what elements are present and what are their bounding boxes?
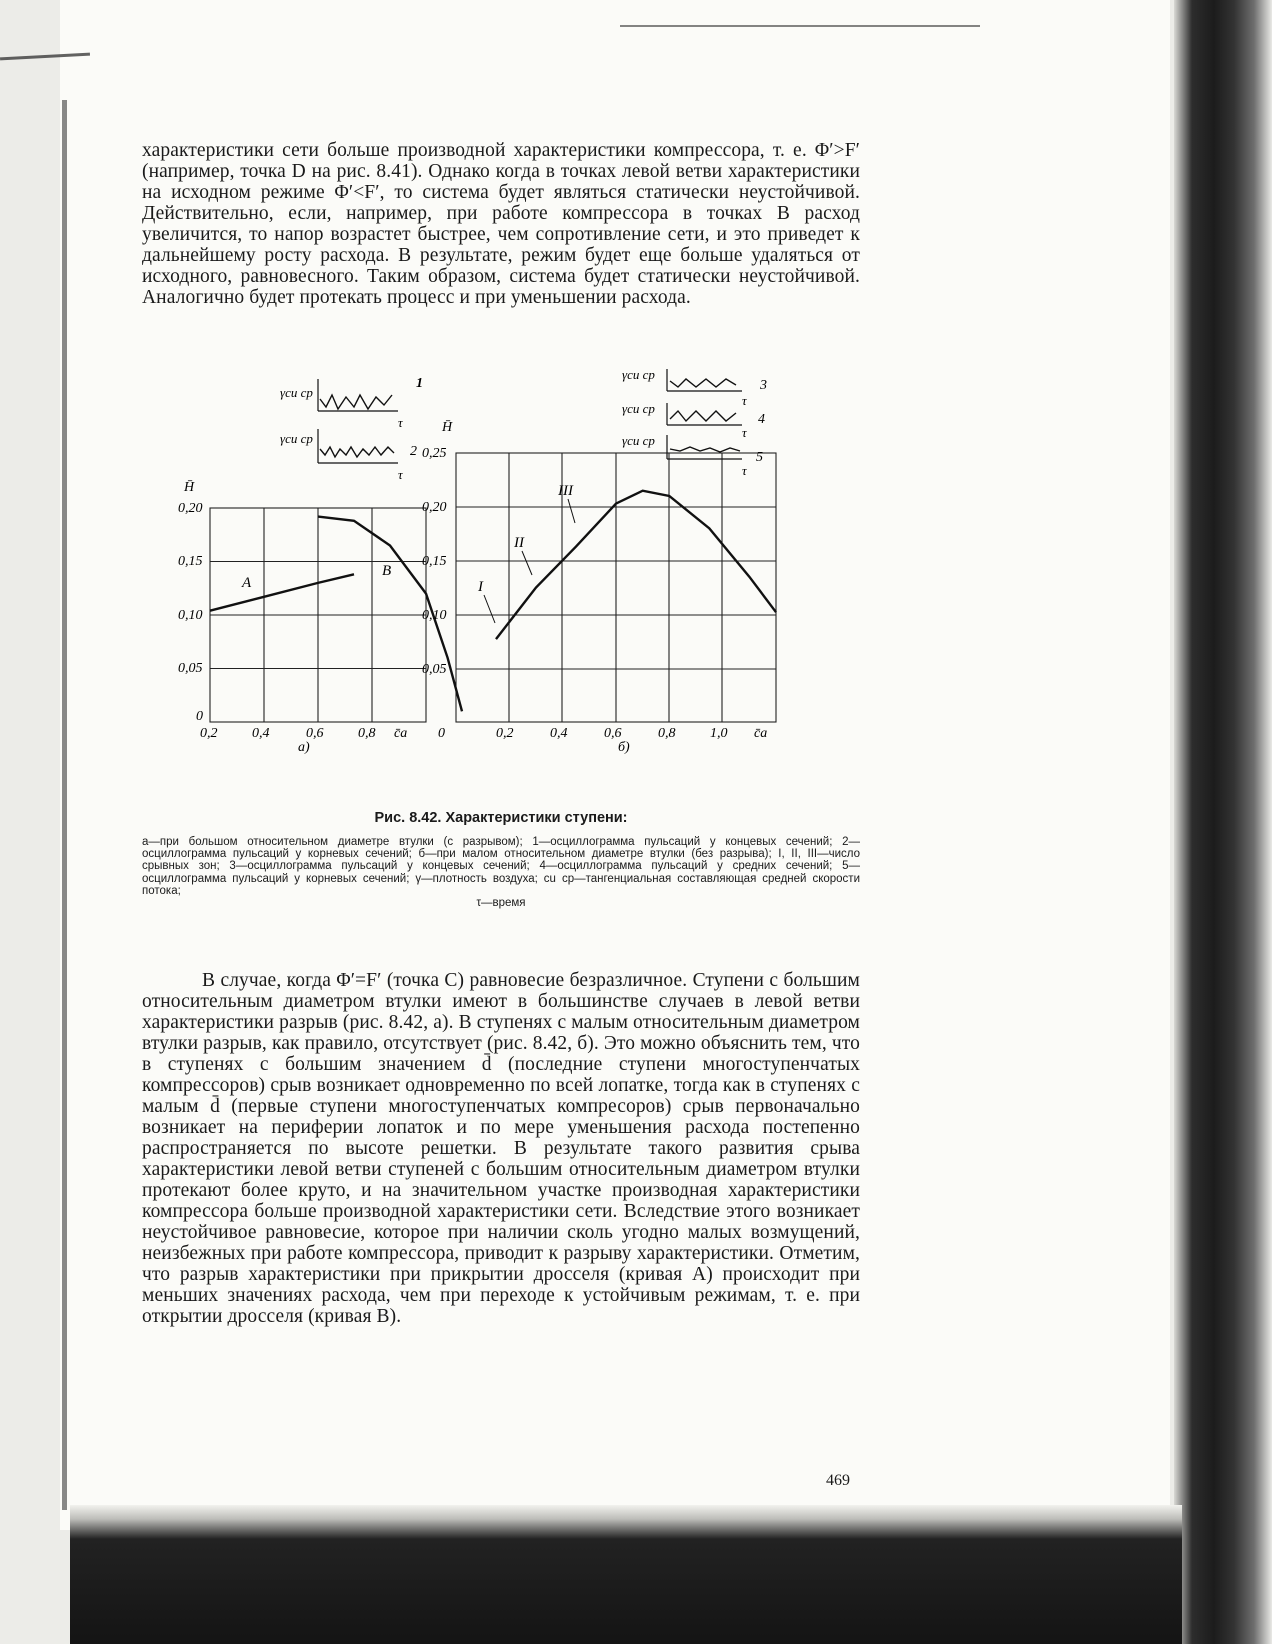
osc-1-label: γcu ср: [280, 385, 313, 400]
panel-b-label: б): [618, 740, 630, 755]
panel-b-xtick: 0,4: [550, 726, 568, 741]
panel-a-ylabel: H̄: [184, 480, 195, 495]
panel-a-ytick: 0: [196, 709, 203, 724]
panel-a-ytick: 0,05: [178, 661, 203, 676]
panel-a-ytick: 0,10: [178, 608, 203, 623]
osc-2-number: 2: [410, 444, 417, 459]
panel-b-grid: [456, 453, 776, 722]
scan-right-shadow: [1174, 0, 1272, 1644]
panel-a-label: а): [298, 740, 310, 755]
osc-3-label: γcu ср: [622, 367, 655, 382]
panel-b-xtick: 0,6: [604, 726, 622, 741]
paragraph-bottom: [142, 970, 860, 1327]
osc-2-axis: τ: [398, 467, 403, 482]
osc-5-label: γcu ср: [622, 433, 655, 448]
panel-b-ytick: 0,20: [422, 500, 447, 515]
panel-b-xtick: 0,2: [496, 726, 514, 741]
figure-caption-legend-last: τ—время: [476, 897, 526, 910]
osc-2-label: γcu ср: [280, 431, 313, 446]
panel-b-ytick: 0,15: [422, 554, 447, 569]
figure-caption-title: Рис. 8.42. Характеристики ступени:: [374, 810, 628, 826]
page-left-edge-shadow: [62, 100, 67, 1510]
panel-a-xtick: 0,2: [200, 726, 218, 741]
oscillogram-1: [280, 376, 423, 430]
osc-4-label: γcu ср: [622, 401, 655, 416]
osc-4-number: 4: [758, 412, 765, 427]
osc-5-number: 5: [756, 450, 763, 465]
paragraph-top: [142, 140, 860, 308]
curve-b: [496, 491, 776, 639]
panel-b-xtick: 0,8: [658, 726, 676, 741]
panel-b-ytick: 0: [438, 726, 445, 741]
panel-a-xtick: 0,4: [252, 726, 270, 741]
figure-8-42: [170, 367, 810, 775]
scan-bottom-shadow: [70, 1505, 1182, 1644]
panel-b-xtick: 1,0: [710, 726, 728, 741]
panel-b-ytick: 0,05: [422, 662, 447, 677]
panel-b-ylabel: H̄: [442, 420, 453, 435]
osc-5-axis: τ: [742, 463, 747, 478]
panel-a-grid: [210, 508, 426, 722]
curve-a-label-A: A: [242, 575, 252, 591]
curve-a-A: [210, 574, 354, 610]
curve-a-label-B: B: [382, 563, 392, 579]
osc-1-axis: τ: [398, 415, 403, 430]
figure-caption-legend: [142, 836, 860, 909]
osc-3-axis: τ: [742, 393, 747, 408]
zone-label-II: II: [514, 535, 524, 551]
panel-b-xlabel: c̄a: [754, 726, 768, 741]
panel-a-xtick: 0,8: [358, 726, 376, 741]
panel-a-ytick: 0,15: [178, 554, 203, 569]
page-top-edge: [620, 25, 980, 27]
panel-a-ytick: 0,20: [178, 501, 203, 516]
figure-caption-legend-text: а—при большом относительном диаметре втулки (с разрывом); 1—осциллограмма пульсаций у концевых сечений; 2—осциллограмма пульсаций у корневых сечений; б—при малом относительном диаметре втулки (без разрыва); I, II, III—число срывных зон; 3—осциллограмма пульсаций у концевых сечений; 4—осциллограмма пульсаций у средних сечений; 5—осциллограмма пульсаций у корневых сечений; γ—плотность воздуха; cu ср—тангенциальная составляющая средней скорости потока;: [142, 836, 860, 897]
panel-b-ytick: 0,10: [422, 608, 447, 623]
paragraph-top-text: характеристики сети больше производной характеристики компрессора, т. е. Φ′>F′ (например, точка D на рис. 8.41). Однако когда в точках левой ветви характеристики на исходном режиме Φ′<F′, то система будет являться статически неустойчивой. Действительно, если, например, при работе компрессора в точках B расход увеличится, то напор возрастет быстрее, чем сопротивление сети, и это приведет к дальнейшему росту расхода. В результате, режим будет еще больше удаляться от исходного, равновесного. Таким образом, система будет статически неустойчивой. Аналогично будет протекать процесс и при уменьшении расхода.: [142, 140, 860, 308]
zone-label-I: I: [478, 579, 483, 595]
osc-3-number: 3: [760, 378, 767, 393]
page-number: 469: [826, 1472, 850, 1489]
osc-4-axis: τ: [742, 425, 747, 440]
panel-b-ytick: 0,25: [422, 446, 447, 461]
paragraph-bottom-text: В случае, когда Φ′=F′ (точка C) равновесие безразличное. Ступени с большим относительным диаметром втулки имеют в большинстве случаев в левой ветви характеристики разрыв (рис. 8.42, а). В ступенях с малым относительным диаметром втулки разрыв, как правило, отсутствует (рис. 8.42, б). Это можно объяснить тем, что в ступенях с большим значением d̄ (последние ступени многоступенчатых компрессоров) срыв возникает одновременно по всей лопатке, тогда как в ступенях с малым d̄ (первые ступени многоступенчатых компресоров) срыв первоначально возникает на периферии лопаток и по мере уменьшения расхода постепенно распространяется по высоте решетки. В результате такого развития срыва характеристики левой ветви ступеней с большим относительным диаметром втулки протекают более круто, и на значительном участке производная характеристики компрессора больше производной характеристики сети. Вследствие этого возникает неустойчивое равновесие, которое при наличии сколь угодно малых возмущений, неизбежных при работе компрессора, приводит к разрыву характеристики. Отметим, что разрыв характеристики при прикрытии дросселя (кривая A) происходит при меньших значениях расхода, чем при переходе к устойчивым режимам, т. е. при открытии дросселя (кривая B).: [142, 970, 860, 1327]
panel-a-xtick: 0,6: [306, 726, 324, 741]
panel-a-xlabel: c̄a: [394, 726, 408, 741]
zone-label-III: III: [558, 483, 573, 499]
osc-1-number: 1: [416, 376, 423, 391]
oscillogram-2: [280, 429, 417, 482]
